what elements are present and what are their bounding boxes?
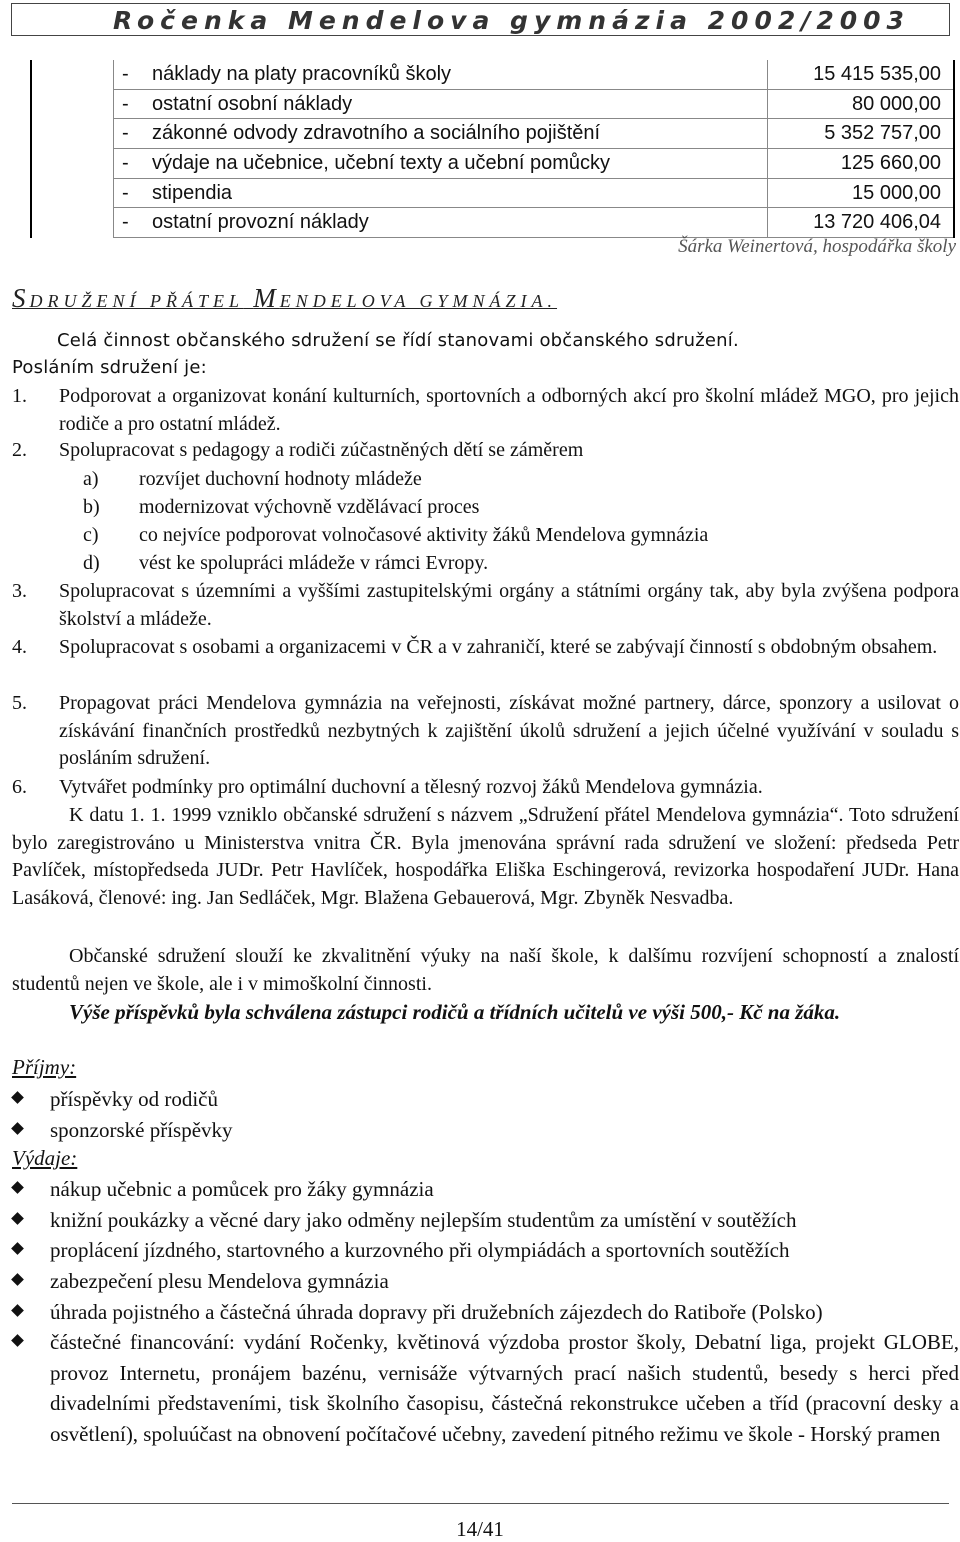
paragraph-purpose: Občanské sdružení slouží ke zkvalitnění výuky na naší škole, k dalšímu rozvíjení schopností a znalostí studentů nejen ve škole, ale i v mimoškolní činnosti. xyxy=(12,945,959,995)
row-amount: 15 415 535,00 xyxy=(768,60,955,89)
table-row xyxy=(31,208,954,238)
diamond-bullet-icon xyxy=(12,1334,24,1348)
table-row xyxy=(31,178,954,208)
sub-item: b) modernizovat výchovně vzdělávací proces xyxy=(83,496,480,518)
table-row xyxy=(31,89,954,119)
row-label: zákonné odvody zdravotního a sociálního pojištění xyxy=(152,122,601,145)
row-dash: - xyxy=(122,122,129,145)
list-item: proplácení jízdného, startovného a kurzovného při olympiádách a sportovních soutěžích xyxy=(12,1235,959,1266)
item-number: 5. xyxy=(12,692,27,714)
diamond-bullet-icon xyxy=(12,1212,24,1226)
mission-item: Podporovat a organizovat konání kulturních, sportovních a odborných akcí pro školní mládež MGO, pro jejich rodiče a pro ostatní mládež. xyxy=(59,385,959,435)
diamond-bullet-icon xyxy=(12,1242,24,1256)
list-item: úhrada pojistného a částečná úhrada dopravy při družebních zájezdech do Ratiboře (Polsko) xyxy=(12,1297,959,1328)
row-dash: - xyxy=(122,181,129,204)
row-amount: 13 720 406,04 xyxy=(768,208,955,238)
diamond-bullet-icon xyxy=(12,1181,24,1195)
footer-divider xyxy=(12,1503,949,1504)
diamond-bullet-icon xyxy=(12,1304,24,1318)
mission-item: Propagovat práci Mendelova gymnázia na veřejnosti, získávat možné partnery, dárce, sponzory a usilovat o získávání finančních prostředků nezbytných k zajištění úkolů sdružení a jejich účelné využívání v souladu s posláním sdružení. xyxy=(59,692,959,769)
row-amount: 15 000,00 xyxy=(768,178,955,208)
item-number: 2. xyxy=(12,439,27,461)
row-dash: - xyxy=(122,211,129,234)
item-number: 3. xyxy=(12,580,27,602)
paragraph-history: K datu 1. 1. 1999 vzniklo občanské sdružení s názvem „Sdružení přátel Mendelova gymnázia“. Toto sdružení bylo zaregistrováno u Ministerstva vnitra ČR. Byla jmenována správní rada sdružení ve složení: předseda Petr Pavlíček, místopředseda JUDr. Petr Havlíček, hospodářka Eliška Eschingerová, revizorka hospodaření JUDr. Hana Lasáková, členové: ing. Jan Sedláček, Mgr. Blažena Gebauerová, Mgr. Zbyněk Nesvadba. xyxy=(12,804,959,909)
mission-item: Spolupracovat s osobami a organizacemi v ČR a v zahraničí, které se zabývají činností s obdobným obsahem. xyxy=(59,636,938,658)
item-number: 6. xyxy=(12,776,27,798)
list-item: příspěvky od rodičů xyxy=(12,1084,959,1115)
sub-item: d) vést ke spolupráci mládeže v rámci Evropy. xyxy=(83,552,489,574)
row-label: výdaje na učebnice, učební texty a učební pomůcky xyxy=(152,151,611,174)
row-label: náklady na platy pracovníků školy xyxy=(152,62,452,85)
sub-item: a) rozvíjet duchovní hodnoty mládeže xyxy=(83,468,422,490)
row-amount: 80 000,00 xyxy=(768,89,955,119)
item-number: 4. xyxy=(12,636,27,658)
diamond-bullet-icon xyxy=(12,1091,24,1105)
diamond-bullet-icon xyxy=(12,1122,24,1136)
expense-heading: Výdaje: xyxy=(12,1146,78,1170)
mission-item: Spolupracovat s územními a vyššími zastupitelskými orgány a státními orgány tak, aby byla zvýšena podpora školství a mládeže. xyxy=(59,580,959,630)
row-amount: 5 352 757,00 xyxy=(768,119,955,149)
row-dash: - xyxy=(122,62,129,85)
page-header: Ročenka Mendelova gymnázia 2002/2003 xyxy=(11,3,950,36)
mission-item: Vytvářet podmínky pro optimální duchovní a tělesný rozvoj žáků Mendelova gymnázia. xyxy=(59,776,763,798)
page-number: 14/41 xyxy=(456,1517,504,1541)
intro-text: Celá činnost občanského sdružení se řídí stanovami občanského sdružení. xyxy=(57,330,739,351)
income-heading: Příjmy: xyxy=(12,1055,77,1079)
row-label: stipendia xyxy=(152,181,233,204)
row-dash: - xyxy=(122,92,129,115)
list-item: částečné financování: vydání Ročenky, květinová výzdoba prostor školy, Debatní liga, projekt GLOBE, provoz Internetu, pronájem bazénu, vernisáže výtvarných prací našich studentů, besedy s herci před divadelními představeními, tisk školního časopisu, částečná rekonstrukce učeben a tříd (pracovní desky a osvětlení), spoluúčast na obnovení počítačové učebny, zavedení pitného režimu ve škole - Horský pramen xyxy=(12,1327,959,1449)
row-dash: - xyxy=(122,151,129,174)
list-item: zabezpečení plesu Mendelova gymnázia xyxy=(12,1266,959,1297)
table-row xyxy=(31,60,954,89)
table-row xyxy=(31,119,954,149)
diamond-bullet-icon xyxy=(12,1273,24,1287)
sub-item: c) co nejvíce podporovat volnočasové aktivity žáků Mendelova gymnázia xyxy=(83,524,709,546)
budget-table xyxy=(30,60,955,238)
item-number: 1. xyxy=(12,385,27,407)
section-title: SDRUŽENÍ PŘÁTEL MENDELOVA GYMNÁZIA. xyxy=(12,283,558,313)
row-label: ostatní osobní náklady xyxy=(152,92,353,115)
row-amount: 125 660,00 xyxy=(768,149,955,179)
list-item: sponzorské příspěvky xyxy=(12,1115,959,1146)
mission-label: Posláním sdružení je: xyxy=(12,357,207,378)
row-label: ostatní provozní náklady xyxy=(152,211,369,234)
paragraph-contribution: Výše příspěvků byla schválena zástupci rodičů a třídních učitelů ve výši 500,- Kč na žáka. xyxy=(69,1000,841,1024)
table-row xyxy=(31,149,954,179)
list-item: nákup učebnic a pomůcek pro žáky gymnázia xyxy=(12,1174,959,1205)
signature: Šárka Weinertová, hospodářka školy xyxy=(678,236,956,257)
mission-item: Spolupracovat s pedagogy a rodiči zúčastněných dětí se záměrem xyxy=(59,439,584,461)
list-item: knižní poukázky a věcné dary jako odměny nejlepším studentům za umístění v soutěžích xyxy=(12,1205,959,1236)
